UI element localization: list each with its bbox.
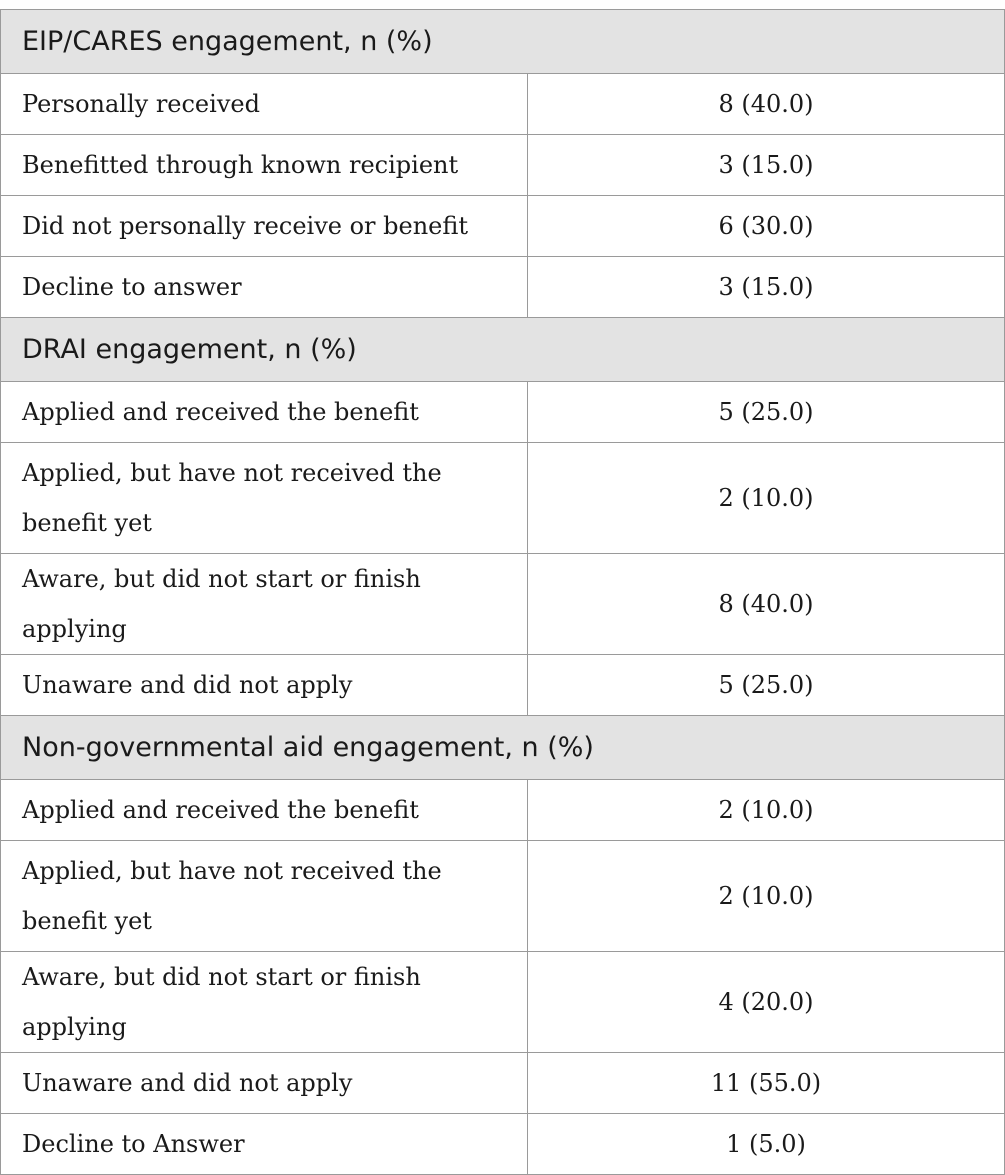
row-label: Decline to Answer bbox=[1, 1114, 528, 1175]
row-value: 2 (10.0) bbox=[528, 841, 1005, 952]
row-label: Unaware and did not apply bbox=[1, 1053, 528, 1114]
row-value: 5 (25.0) bbox=[528, 382, 1005, 443]
table-row bbox=[1, 554, 1005, 655]
section-header-non-governmental bbox=[1, 716, 1005, 780]
table-row bbox=[1, 135, 1005, 196]
row-value: 3 (15.0) bbox=[528, 257, 1005, 318]
row-value: 4 (20.0) bbox=[528, 952, 1005, 1053]
row-label: Applied and received the benefit bbox=[1, 382, 528, 443]
engagement-table bbox=[0, 9, 1005, 1175]
table-row bbox=[1, 74, 1005, 135]
row-label: Applied, but have not received the benefit yet bbox=[1, 841, 528, 952]
row-value: 1 (5.0) bbox=[528, 1114, 1005, 1175]
row-value: 8 (40.0) bbox=[528, 74, 1005, 135]
table-row bbox=[1, 196, 1005, 257]
section-header-drai bbox=[1, 318, 1005, 382]
row-label: Decline to answer bbox=[1, 257, 528, 318]
row-value: 2 (10.0) bbox=[528, 780, 1005, 841]
table-row bbox=[1, 780, 1005, 841]
row-label: Personally received bbox=[1, 74, 528, 135]
section-title: DRAI engagement, n (%) bbox=[1, 318, 1005, 382]
row-label: Aware, but did not start or finish applying bbox=[1, 952, 528, 1053]
row-label: Aware, but did not start or finish applying bbox=[1, 554, 528, 655]
row-value: 5 (25.0) bbox=[528, 655, 1005, 716]
table-row bbox=[1, 655, 1005, 716]
row-label: Unaware and did not apply bbox=[1, 655, 528, 716]
section-title: Non-governmental aid engagement, n (%) bbox=[1, 716, 1005, 780]
table-row bbox=[1, 1053, 1005, 1114]
row-label: Applied and received the benefit bbox=[1, 780, 528, 841]
table-row bbox=[1, 952, 1005, 1053]
table-row bbox=[1, 443, 1005, 554]
row-value: 6 (30.0) bbox=[528, 196, 1005, 257]
section-header-eip-cares bbox=[1, 10, 1005, 74]
section-title: EIP/CARES engagement, n (%) bbox=[1, 10, 1005, 74]
row-value: 11 (55.0) bbox=[528, 1053, 1005, 1114]
table-row bbox=[1, 1114, 1005, 1175]
row-label: Benefitted through known recipient bbox=[1, 135, 528, 196]
row-label: Applied, but have not received the benefit yet bbox=[1, 443, 528, 554]
table-row bbox=[1, 382, 1005, 443]
row-value: 2 (10.0) bbox=[528, 443, 1005, 554]
table-row bbox=[1, 257, 1005, 318]
row-label: Did not personally receive or benefit bbox=[1, 196, 528, 257]
row-value: 8 (40.0) bbox=[528, 554, 1005, 655]
row-value: 3 (15.0) bbox=[528, 135, 1005, 196]
table-row bbox=[1, 841, 1005, 952]
